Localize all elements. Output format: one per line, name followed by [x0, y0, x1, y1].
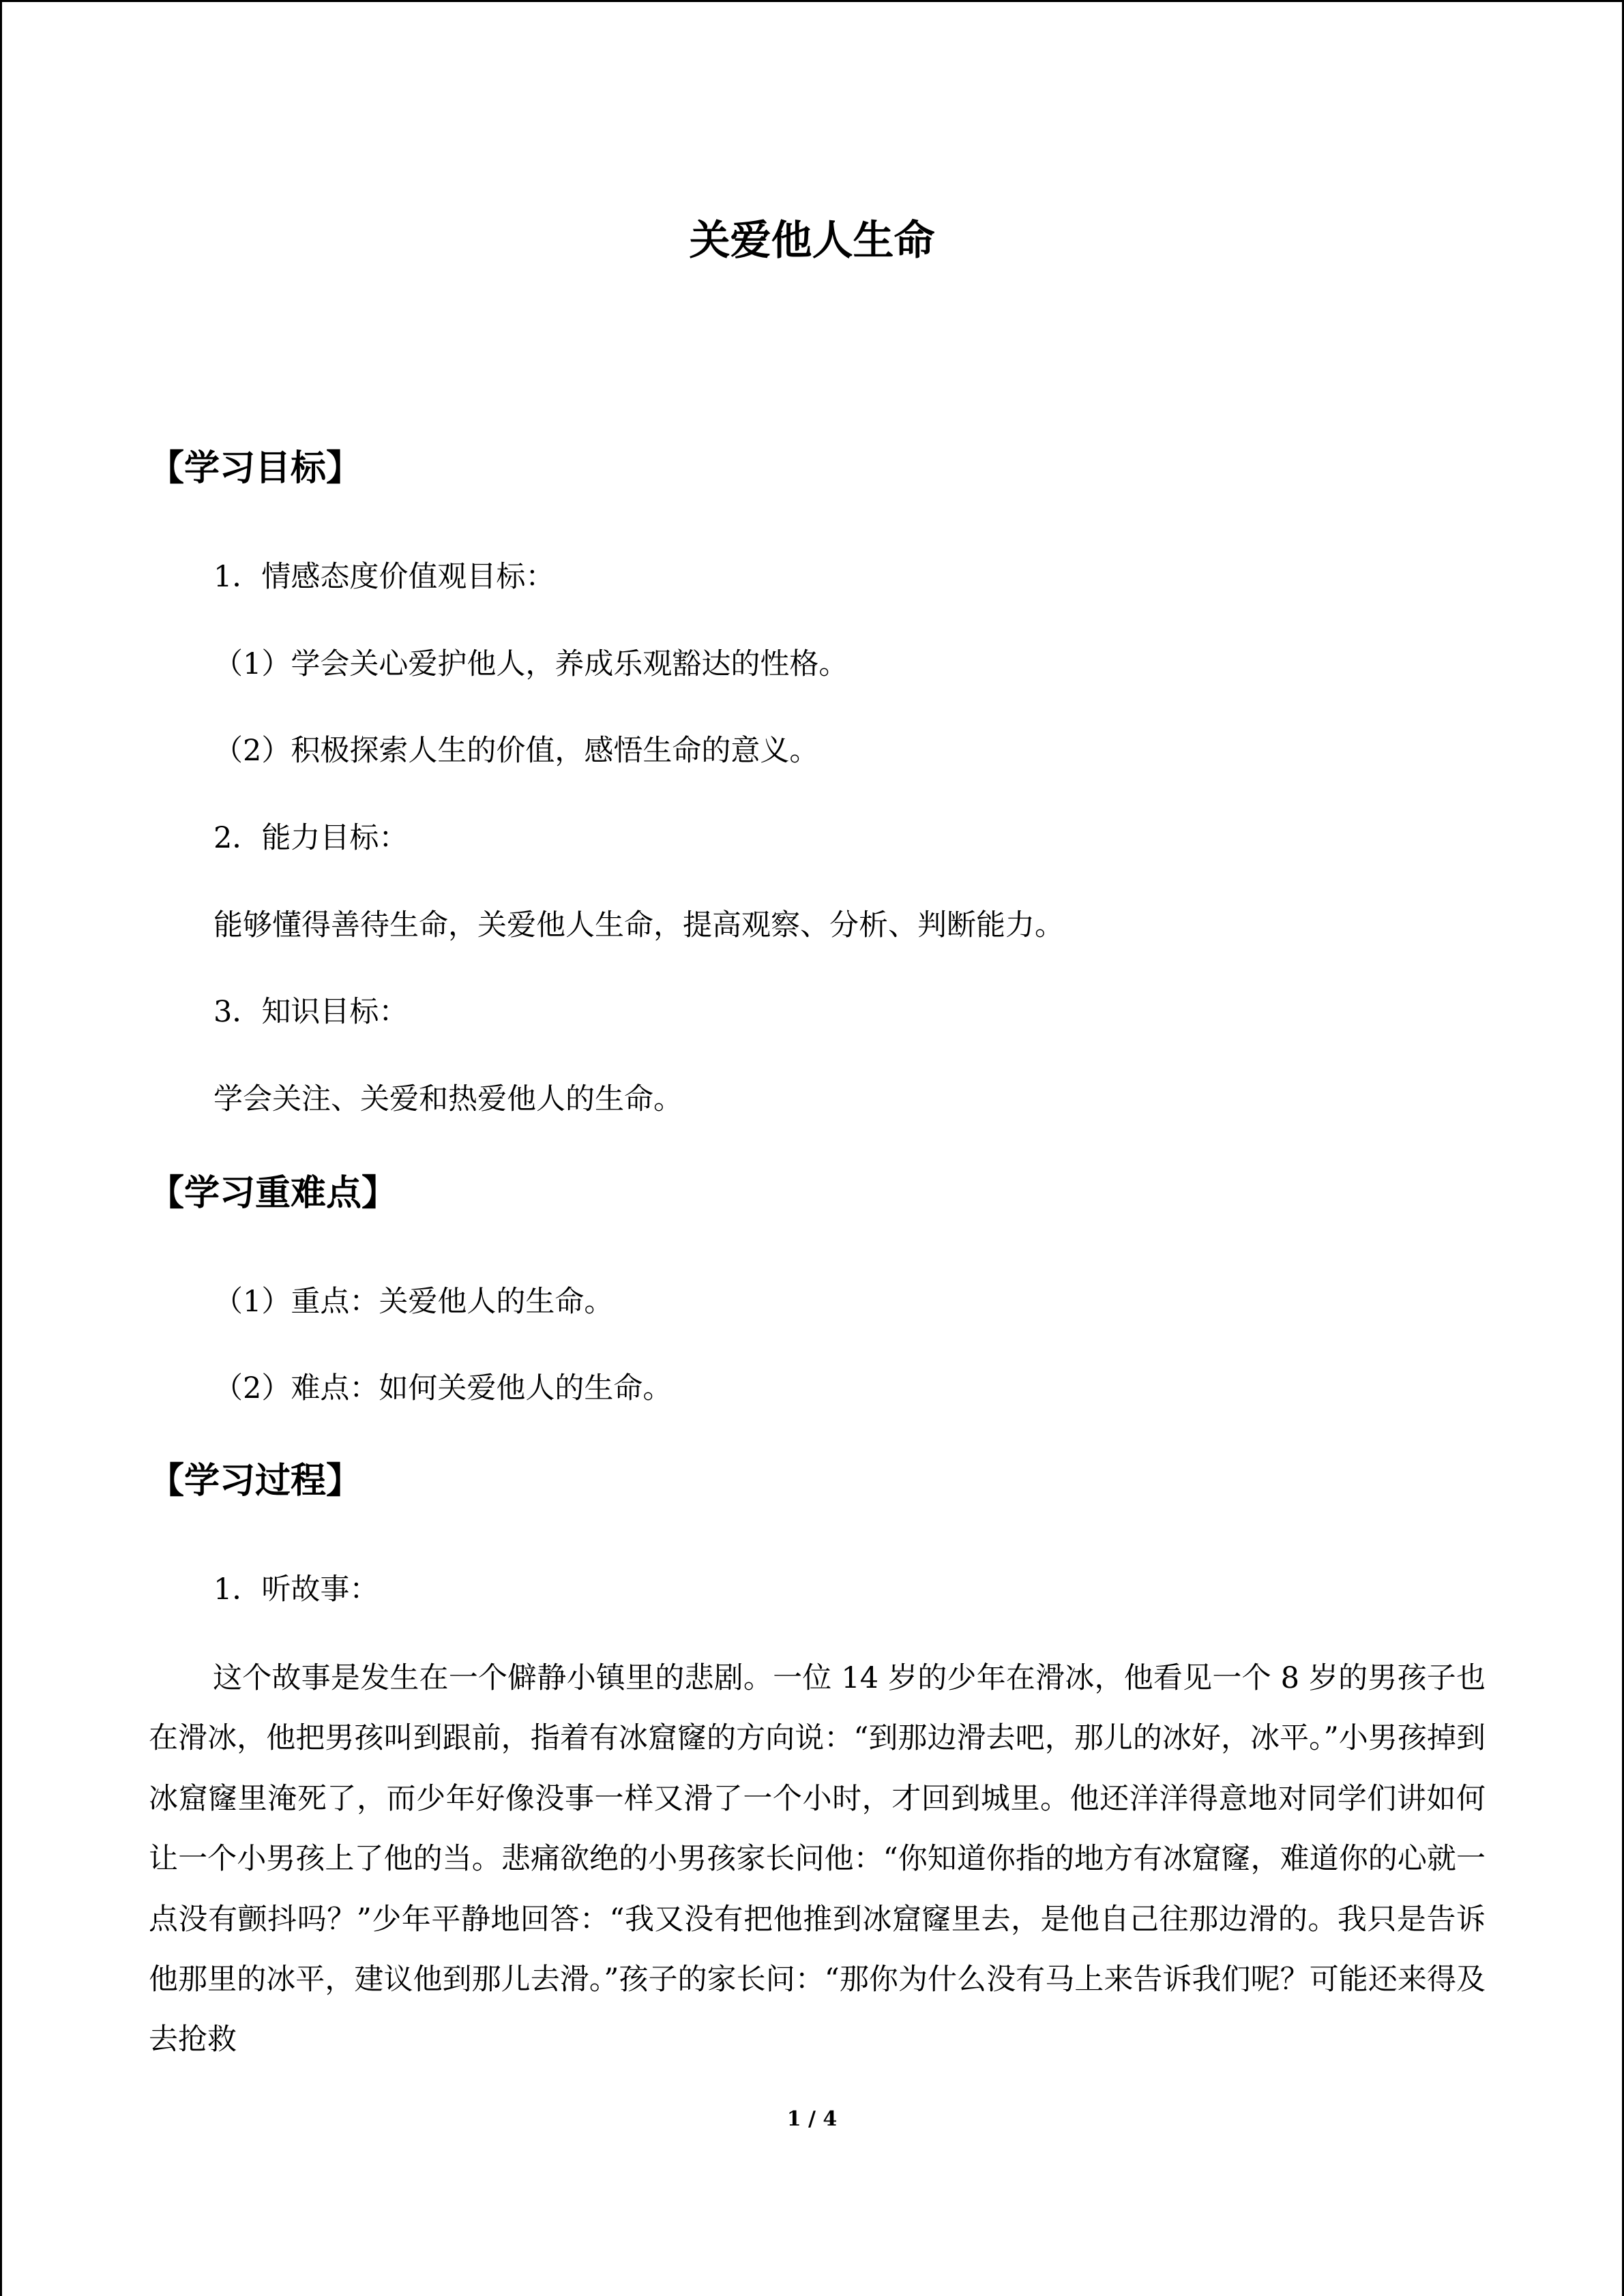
key-point-line: （1）重点：关爱他人的生命。 [213, 1285, 614, 1319]
page-number: 1 / 4 [786, 2107, 838, 2131]
section-heading-process: 【学习过程】 [149, 1460, 362, 1502]
page-border-left [0, 0, 2, 2296]
objective-line: 2．能力目标： [213, 821, 409, 855]
story-paragraph: 这个故事是发生在一个僻静小镇里的悲剧。一位 14 岁的少年在滑冰，他看见一个 8 岁的男孩子也在滑冰，他把男孩叫到跟前，指着有冰窟窿的方向说：“到那边滑去吧，那儿的冰好，冰平。”小男孩掉到冰窟窿里淹死了，而少年好像没事一样又滑了一个小时，才回到城里。他还洋洋得意地对同学们讲如何让一个小男孩上了他的当。悲痛欲绝的小男孩家长问他：“你知道你指的地方有冰窟窿，难道你的心就一点没有颤抖吗？”少年平静地回答：“我又没有把他推到冰窟窿里去，是他自己往那边滑的。我只是告诉他那里的冰平，建议他到那儿去滑。”孩子的家长问：“那你为什么没有马上来告诉我们呢？可能还来得及去抢救 [149, 1661, 1486, 2057]
section-heading-objectives: 【学习目标】 [149, 447, 362, 489]
objective-line: 3．知识目标： [213, 995, 409, 1029]
objective-line: （2）积极探索人生的价值，感悟生命的意义。 [213, 734, 819, 768]
objective-line: 1．情感态度价值观目标： [213, 560, 555, 594]
document-title: 关爱他人生命 [689, 217, 935, 265]
objective-line: 能够懂得善待生命，关爱他人生命，提高观察、分析、判断能力。 [213, 908, 1064, 942]
page-border-top [0, 0, 1624, 2]
key-point-line: （2）难点：如何关爱他人的生命。 [213, 1371, 673, 1405]
process-line: 1．听故事： [213, 1572, 379, 1607]
section-heading-key-points: 【学习重难点】 [149, 1172, 398, 1214]
objective-line: 学会关注、关爱和热爱他人的生命。 [213, 1082, 683, 1116]
objective-line: （1）学会关心爱护他人，养成乐观豁达的性格。 [213, 647, 848, 681]
